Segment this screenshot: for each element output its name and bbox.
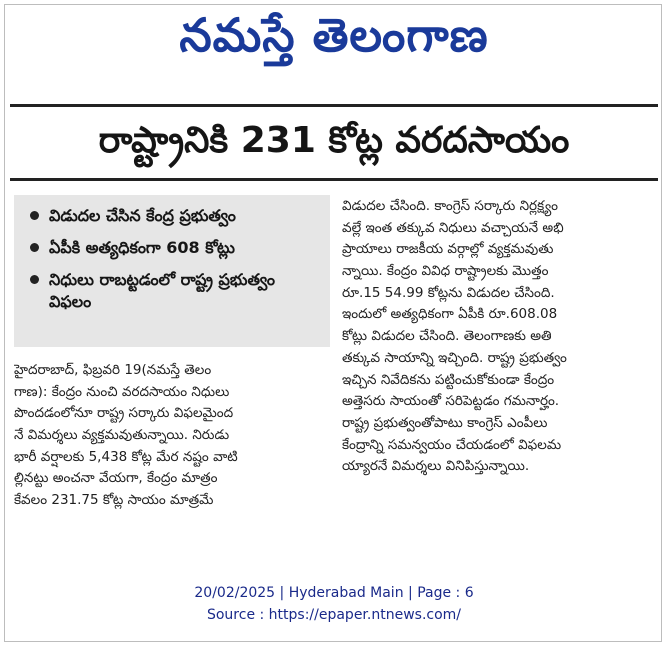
newspaper-masthead: నమస్తే తెలంగాణ — [179, 8, 489, 62]
highlight-text: విడుదల చేసిన కేంద్ర ప్రభుత్వం — [49, 206, 236, 225]
text-line: నే విమర్శలు వ్యక్తమవుతున్నాయి. నిరుడు — [14, 427, 230, 444]
source-link[interactable]: Source : https://epaper.ntnews.com/ — [206, 607, 462, 623]
highlights-box — [14, 195, 330, 347]
text-line: పొందడంలోనూ రాష్ట్ర సర్కారు విఫలమైంద — [14, 405, 234, 422]
text-line: తక్కువ సాయాన్ని ఇచ్చింది. రాష్ట్ర ప్రభుత్వం — [342, 349, 567, 366]
headline-top-rule — [10, 104, 658, 107]
bullet-icon — [30, 211, 39, 220]
article-column-right — [342, 196, 658, 478]
bullet-icon — [30, 243, 39, 252]
text-line: వల్లే ఇంత తక్కువ నిధులు వచ్చాయనే అభి — [342, 219, 564, 236]
text-line: అత్తెసరు సాయంతో సరిపెట్టడం గమనార్హం. — [342, 393, 560, 410]
text-line: విడుదల చేసింది. కాంగ్రెస్ సర్కారు నిర్లక్ష్యం — [342, 198, 558, 214]
text-line: కేంద్రాన్ని సమన్వయం చేయడంలో విఫలమ — [342, 436, 562, 453]
text-line: రూ.15 54.99 కోట్లను విడుదల చేసింది. — [342, 284, 555, 301]
text-line: హైదరాబాద్, ఫిబ్రవరి 19(నమస్తే తెలం — [14, 362, 212, 378]
text-line: ప్రాయాలు రాజకీయ వర్గాల్లో వ్యక్తమవుతు — [342, 241, 554, 258]
text-line: కోట్లు విడుదల చేసింది. తెలంగాణకు అతి — [342, 328, 552, 345]
highlight-text: ఏపీకి అత్యధికంగా 608 కోట్లు — [49, 238, 235, 257]
bullet-icon — [30, 275, 39, 284]
article-column-left — [14, 360, 329, 512]
text-line: న్నాయి. కేంద్రం వివిధ రాష్ట్రాలకు మొత్తం — [342, 263, 549, 280]
highlight-item — [30, 269, 318, 313]
text-line: రాష్ట్ర ప్రభుత్వంతోపాటు కాంగ్రెస్ ఎంపీలు — [342, 414, 548, 431]
edition-info: 20/02/2025 | Hyderabad Main | Page : 6 — [194, 585, 474, 601]
text-line: ఇందులో అత్యధికంగా ఏపీకి రూ.608.08 — [342, 306, 558, 323]
text-line: ఇచ్చిన నివేదికను పట్టించుకోకుండా కేంద్రం — [342, 371, 555, 388]
highlight-text: నిధులు రాబట్టడంలో రాష్ట్ర ప్రభుత్వం విఫలం — [49, 270, 275, 311]
highlight-item — [30, 205, 318, 227]
text-line: కేవలం 231.75 కోట్ల సాయం మాత్రమే — [14, 492, 214, 509]
highlight-item — [30, 237, 318, 259]
text-line: భారీ వర్షాలకు 5,438 కోట్ల మేర నష్టం వాటి — [14, 448, 238, 465]
text-line: ల్లినట్టు అంచనా వేయగా, కేంద్రం మాత్రం — [14, 470, 218, 487]
text-line: గాణ): కేంద్రం నుంచి వరదసాయం నిధులు — [14, 383, 230, 400]
article-headline: రాష్ట్రానికి 231 కోట్ల వరదసాయం — [98, 120, 570, 161]
headline-bottom-rule — [10, 178, 658, 181]
text-line: య్యారనే విమర్శలు వినిపిస్తున్నాయి. — [342, 458, 530, 475]
